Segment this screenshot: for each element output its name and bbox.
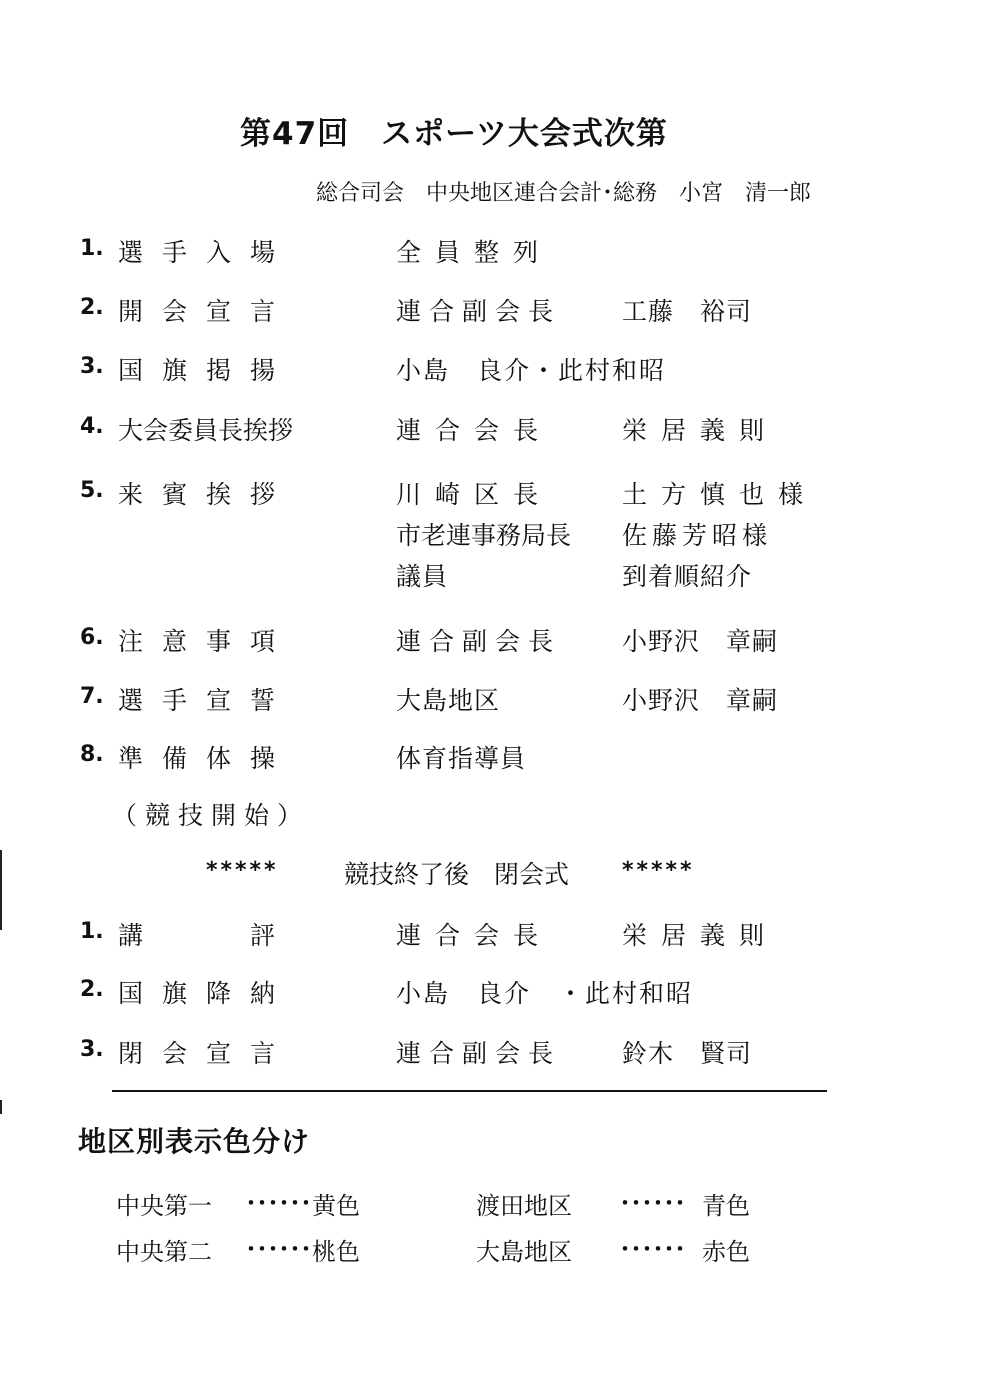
item-name: 注意事項	[118, 627, 295, 656]
item-role: 小島 良介・此村和昭	[396, 356, 667, 385]
item-number: 2.	[80, 295, 104, 320]
item-role: 体育指導員	[396, 744, 527, 773]
item-name: 国旗掲揚	[118, 356, 295, 385]
item-role: 連合会長	[396, 921, 553, 950]
item-name: 開会宣言	[118, 297, 295, 326]
item-number: 4.	[80, 414, 104, 439]
closing-header-stars-right: *****	[622, 858, 695, 883]
district-color: 桃色	[312, 1238, 360, 1266]
item-number: 2.	[80, 977, 104, 1002]
item-number: 1.	[80, 919, 104, 944]
district-name: 大島地区	[476, 1238, 572, 1266]
item-number: 8.	[80, 742, 104, 767]
scan-margin-mark	[0, 1100, 2, 1114]
item-person: 栄居義則	[622, 416, 779, 445]
item-name: 来賓挨拶	[118, 480, 295, 509]
leader-dots: ･･････	[246, 1237, 312, 1261]
item-role: 連合副会長	[396, 627, 562, 656]
leader-dots: ･･････	[620, 1237, 686, 1261]
district-color: 黄色	[312, 1192, 360, 1220]
item-person: 土方慎也様	[622, 480, 818, 509]
section-divider	[112, 1090, 827, 1092]
item-person: 小野沢 章嗣	[622, 627, 779, 656]
item-number: 6.	[80, 625, 104, 650]
item-person: 佐藤芳昭様	[622, 521, 773, 550]
item-number: 7.	[80, 684, 104, 709]
item-person: 工藤 裕司	[622, 297, 753, 326]
item-number: 5.	[80, 478, 104, 503]
item-name: 選手宣誓	[118, 686, 295, 715]
leader-dots: ･･････	[620, 1191, 686, 1215]
mc-line: 総合司会 中央地区連合会計･総務 小宮 清一郎	[316, 181, 812, 206]
closing-header-title: 競技終了後 閉会式	[344, 860, 570, 889]
item-name: 国旗降納	[118, 979, 295, 1008]
start-note: （競技開始）	[112, 801, 311, 830]
item-person: 到着順紹介	[622, 562, 753, 591]
item-name: 大会委員長挨拶	[118, 416, 294, 445]
item-name: 選手入場	[118, 238, 295, 267]
item-number: 3.	[80, 354, 104, 379]
district-color: 赤色	[702, 1238, 750, 1266]
district-name: 渡田地区	[476, 1192, 572, 1220]
item-role: 大島地区	[396, 686, 501, 715]
district-color: 青色	[702, 1192, 750, 1220]
district-name: 中央第一	[116, 1192, 212, 1220]
item-role: 市老連事務局長	[396, 521, 572, 550]
closing-header-stars-left: *****	[206, 858, 279, 883]
page-title: 第47回 スポーツ大会式次第	[240, 116, 668, 152]
item-number: 1.	[80, 236, 104, 261]
scan-margin-mark	[0, 850, 2, 930]
item-person: 栄居義則	[622, 921, 779, 950]
leader-dots: ･･････	[246, 1191, 312, 1215]
item-name: 準備体操	[118, 744, 295, 773]
item-role: 連合副会長	[396, 1039, 562, 1068]
item-role: 連合副会長	[396, 297, 562, 326]
item-person: 鈴木 賢司	[622, 1039, 753, 1068]
item-person: 小野沢 章嗣	[622, 686, 779, 715]
item-role: 議員	[396, 562, 449, 591]
item-role: 連合会長	[396, 416, 553, 445]
item-number: 3.	[80, 1037, 104, 1062]
item-role: 小島 良介 ・此村和昭	[396, 979, 694, 1008]
colors-title: 地区別表示色分け	[78, 1125, 311, 1158]
item-role: 川崎区長	[396, 480, 553, 509]
item-name: 閉会宣言	[118, 1039, 295, 1068]
district-name: 中央第二	[116, 1238, 212, 1266]
item-name: 講 評	[118, 921, 295, 950]
item-role: 全員整列	[396, 238, 553, 267]
